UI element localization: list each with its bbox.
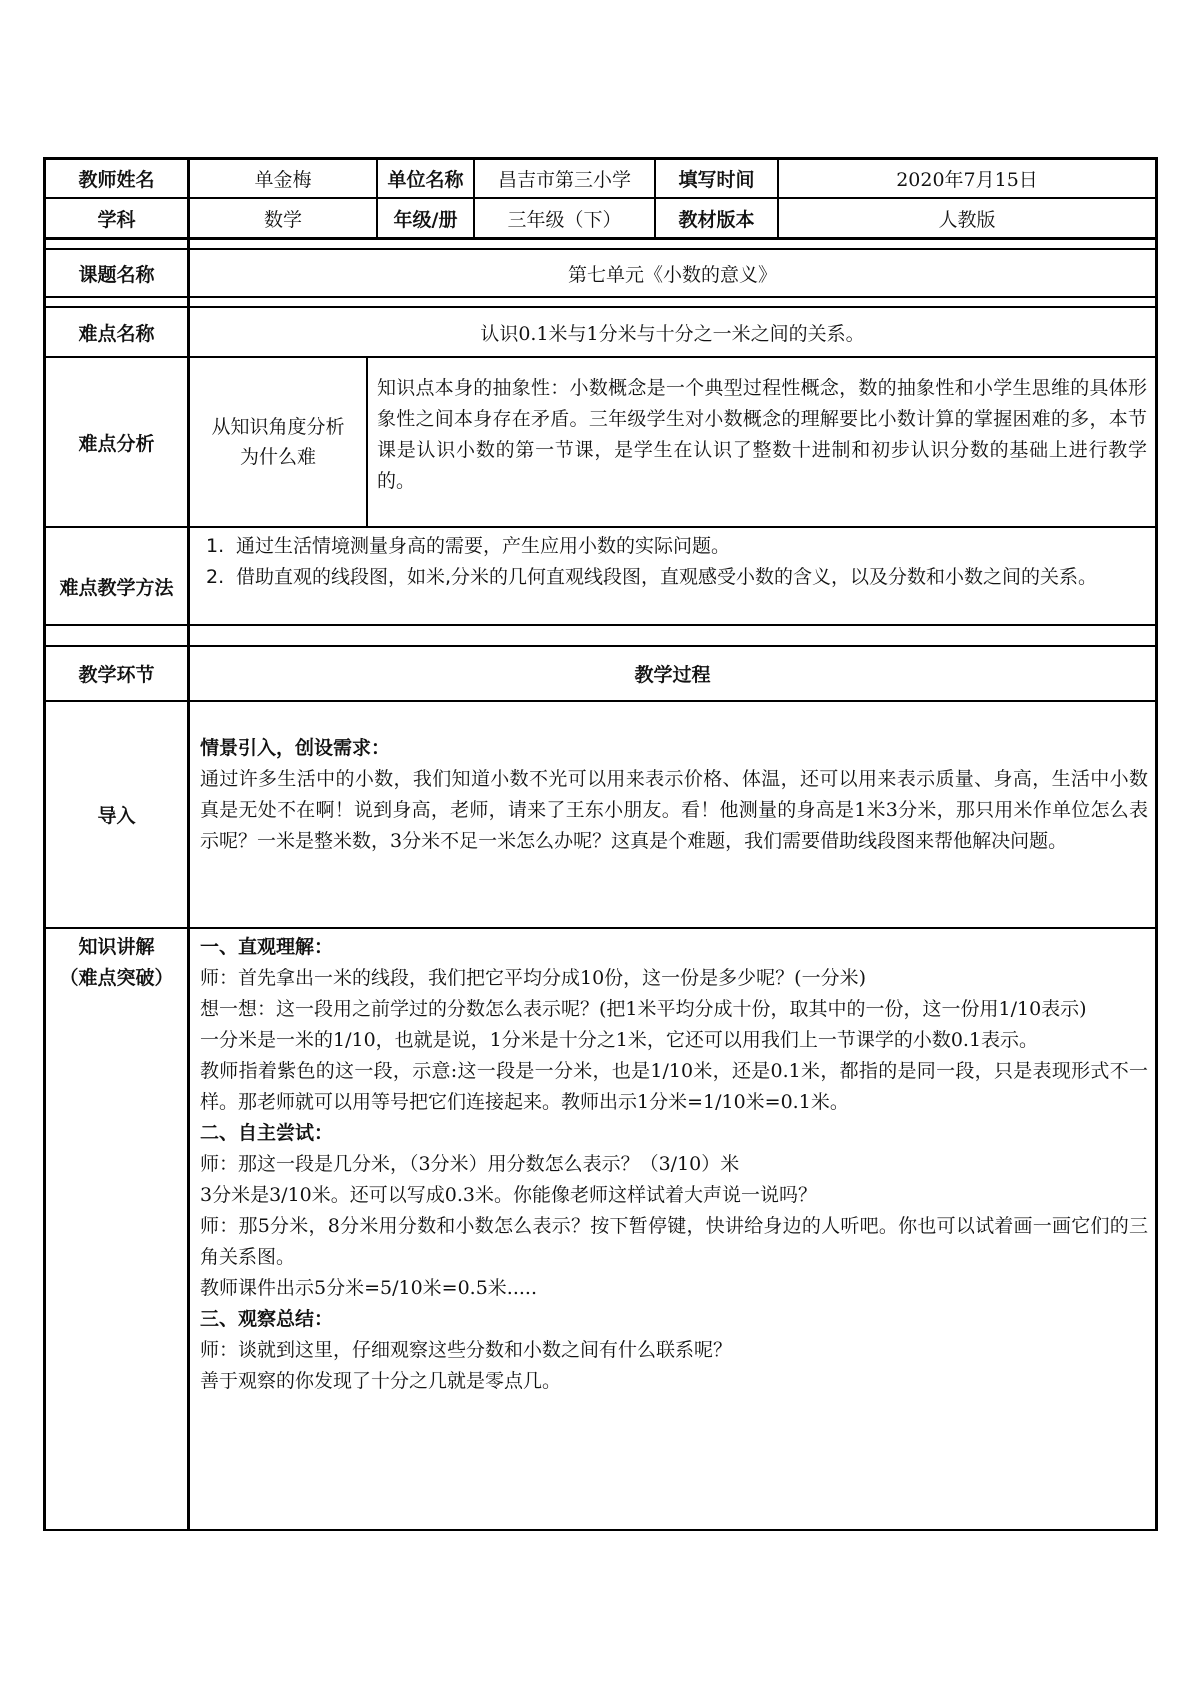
intro-text: 通过许多生活中的小数，我们知道小数不光可以用来表示价格、体温，还可以用来表示质量、身高，生活中小数真是无处不在啊！说到身高，老师，请来了王东小朋友。看！他测量的身高是1米3分米，那只用米作单位怎么表示呢？一米是整米数，3分米不足一米怎么办呢？这真是个难题，我们需要借助线段图来帮他解决问题。	[200, 768, 1148, 852]
edition-value: 人教版	[938, 208, 996, 231]
method-item: 1. 通过生活情境测量身高的需要，产生应用小数的实际问题。	[206, 535, 731, 557]
knowledge-line: 师：首先拿出一米的线段，我们把它平均分成10份，这一份是多少呢？(一分米)	[200, 967, 867, 989]
difficulty-value: 认识0.1米与1分米与十分之一米之间的关系。	[480, 322, 865, 345]
subject-value: 数学	[263, 208, 302, 231]
teacher-name: 单金梅	[254, 169, 312, 191]
unit-label: 单位名称	[387, 169, 464, 191]
knowledge-line: 教师课件出示5分米=5/10米=0.5米.....	[200, 1277, 538, 1299]
method-item: 2. 借助直观的线段图，如米,分米的几何直观线段图，直观感受小数的含义，以及分数和小数之间的关系。	[206, 566, 1098, 588]
knowledge-line: 教师指着紫色的这一段，示意:这一段是一分米，也是1/10米，还是0.1米，都指的是同一段，只是表现形式不一样。那老师就可以用等号把它们连接起来。教师出示1分米=1/10米=0.1米。	[200, 1060, 1148, 1113]
section-heading: 一、直观理解：	[200, 936, 334, 958]
grade-label: 年级/册	[393, 208, 458, 231]
date-label: 填写时间	[678, 169, 755, 191]
intro-heading: 情景引入，创设需求：	[200, 737, 391, 759]
knowledge-line: 一分米是一米的1/10，也就是说，1分米是十分之1米，它还可以用我们上一节课学的小数0.1表示。	[200, 1029, 1039, 1051]
knowledge-line: 师：那这一段是几分米，（3分米）用分数怎么表示？（3/10）米	[200, 1153, 740, 1175]
section-heading: 三、观察总结：	[200, 1308, 334, 1330]
edition-label: 教材版本	[678, 208, 755, 231]
knowledge-line: 师：那5分米，8分米用分数和小数怎么表示？按下暂停键，快讲给身边的人听吧。你也可以试着画一画它们的三角关系图。	[200, 1215, 1148, 1268]
knowledge-line: 3分米是3/10米。还可以写成0.3米。你能像老师这样试着大声说一说吗？	[200, 1184, 817, 1206]
knowledge-label: 知识讲解 （难点突破）	[59, 936, 174, 989]
difficulty-label: 难点名称	[78, 322, 155, 345]
analysis-label: 难点分析	[78, 432, 155, 455]
knowledge-line: 想一想：这一段用之前学过的分数怎么表示呢？(把1米平均分成十份，取其中的一份，这一份用1/10表示)	[200, 998, 1087, 1020]
unit-name: 昌吉市第三小学	[497, 169, 631, 191]
process-title: 教学过程	[634, 664, 711, 686]
intro-label: 导入	[97, 805, 136, 827]
topic-value: 第七单元《小数的意义》	[567, 263, 777, 286]
subject-label: 学科	[97, 208, 136, 231]
date-value: 2020年7月15日	[896, 169, 1038, 191]
lesson-plan-table	[43, 157, 1158, 1531]
process-stage-label: 教学环节	[78, 664, 155, 686]
method-label: 难点教学方法	[59, 577, 174, 599]
analysis-text: 知识点本身的抽象性：小数概念是一个典型过程性概念，数的抽象性和小学生思维的具体形象性之间本身存在矛盾。三年级学生对小数概念的理解要比小数计算的掌握困难的多，本节课是认识小数的第一节课，是学生在认识了整数十进制和初步认识分数的基础上进行教学的。	[377, 377, 1147, 492]
knowledge-content	[200, 932, 1148, 1397]
knowledge-line: 善于观察的你发现了十分之几就是零点几。	[200, 1370, 562, 1392]
teacher-label: 教师姓名	[78, 169, 155, 191]
knowledge-line: 师：谈就到这里，仔细观察这些分数和小数之间有什么联系呢？	[200, 1339, 733, 1361]
topic-label: 课题名称	[78, 263, 155, 286]
intro-content	[200, 733, 1148, 857]
analysis-sub-label: 从知识角度分析为什么难	[211, 416, 345, 468]
section-heading: 二、自主尝试：	[200, 1122, 334, 1144]
method-list	[198, 531, 1148, 593]
grade-value: 三年级（下）	[507, 208, 622, 231]
